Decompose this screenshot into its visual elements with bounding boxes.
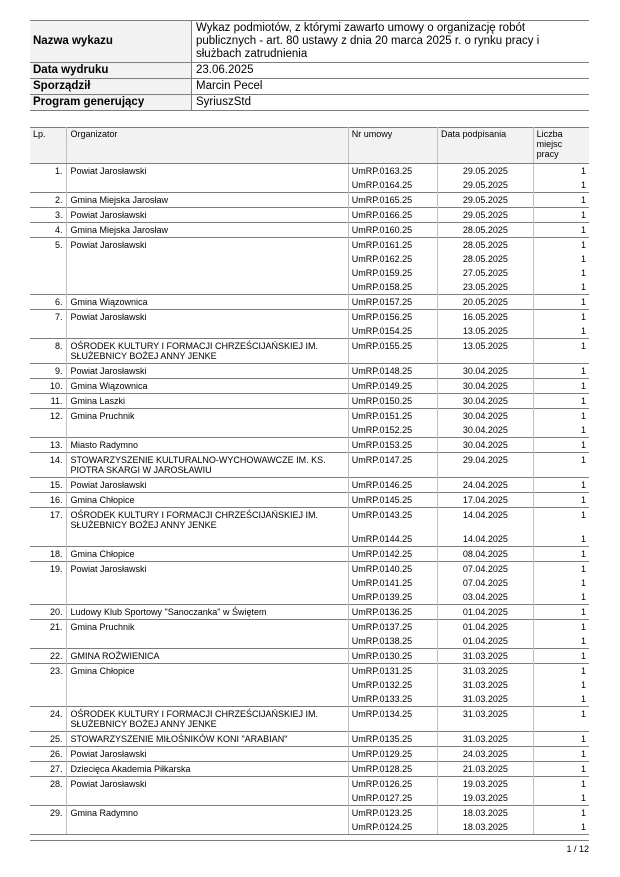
row-organizer: Powiat Jarosławski <box>67 364 348 379</box>
row-sign-date: 28.05.2025 <box>438 252 534 266</box>
column-header-sign-date: Data podpisania <box>438 128 534 164</box>
row-contract-number: UmRP.0136.25 <box>348 605 437 620</box>
table-row <box>30 547 589 562</box>
row-lp <box>30 532 67 547</box>
header-key: Data wydruku <box>30 63 192 79</box>
column-header-organizer: Organizator <box>67 128 348 164</box>
row-contract-number: UmRP.0147.25 <box>348 453 437 478</box>
row-organizer <box>67 820 348 835</box>
row-organizer: OŚRODEK KULTURY I FORMACJI CHRZEŚCIJAŃSKIEJ IM. SŁUŻEBNICY BOŻEJ ANNY JENKE <box>67 508 348 533</box>
header-key: Sporządził <box>30 79 192 95</box>
table-row <box>30 747 589 762</box>
row-organizer: Powiat Jarosławski <box>67 208 348 223</box>
row-organizer: Gmina Chłopice <box>67 493 348 508</box>
row-contract-number: UmRP.0156.25 <box>348 310 437 325</box>
row-contract-number: UmRP.0131.25 <box>348 664 437 679</box>
row-lp: 18. <box>30 547 67 562</box>
row-job-count: 1 <box>533 438 589 453</box>
table-row <box>30 453 589 478</box>
row-organizer: Ludowy Klub Sportowy "Sanoczanka" w Świętem <box>67 605 348 620</box>
table-row <box>30 605 589 620</box>
row-sign-date: 24.03.2025 <box>438 747 534 762</box>
row-lp: 22. <box>30 649 67 664</box>
row-organizer: STOWARZYSZENIE KULTURALNO-WYCHOWAWCZE IM. KS. PIOTRA SKARGI W JAROSŁAWIU <box>67 453 348 478</box>
row-sign-date: 30.04.2025 <box>438 394 534 409</box>
row-lp: 19. <box>30 562 67 577</box>
row-lp: 10. <box>30 379 67 394</box>
row-lp: 28. <box>30 777 67 792</box>
row-contract-number: UmRP.0142.25 <box>348 547 437 562</box>
row-lp: 17. <box>30 508 67 533</box>
table-row <box>30 164 589 179</box>
row-sign-date: 28.05.2025 <box>438 238 534 253</box>
row-contract-number: UmRP.0139.25 <box>348 590 437 605</box>
row-sign-date: 30.04.2025 <box>438 409 534 424</box>
row-contract-number: UmRP.0157.25 <box>348 295 437 310</box>
table-row <box>30 193 589 208</box>
row-job-count: 1 <box>533 223 589 238</box>
row-sign-date: 07.04.2025 <box>438 576 534 590</box>
row-job-count: 1 <box>580 636 586 646</box>
row-job-count: 1 <box>533 732 589 747</box>
row-organizer: Gmina Laszki <box>67 394 348 409</box>
table-row <box>30 777 589 792</box>
row-sign-date: 31.03.2025 <box>438 732 534 747</box>
row-lp: 15. <box>30 478 67 493</box>
table-header-row <box>30 128 589 164</box>
column-header-contract-number: Nr umowy <box>348 128 437 164</box>
row-job-count: 1 <box>533 453 589 478</box>
row-job-count: 1 <box>580 254 586 264</box>
row-organizer: Gmina Chłopice <box>67 664 348 679</box>
row-contract-number: UmRP.0145.25 <box>348 493 437 508</box>
row-contract-number: UmRP.0164.25 <box>348 178 437 193</box>
table-row <box>30 493 589 508</box>
row-organizer: Powiat Jarosławski <box>67 562 348 577</box>
table-row <box>30 649 589 664</box>
row-sign-date: 08.04.2025 <box>438 547 534 562</box>
row-organizer <box>67 791 348 806</box>
header-key: Program generujący <box>30 95 192 111</box>
row-sign-date: 29.05.2025 <box>438 193 534 208</box>
row-sign-date: 31.03.2025 <box>438 649 534 664</box>
row-sign-date: 03.04.2025 <box>438 590 534 605</box>
row-sign-date: 31.03.2025 <box>438 707 534 732</box>
row-lp: 5. <box>30 238 67 253</box>
row-sign-date: 30.04.2025 <box>438 364 534 379</box>
row-job-count: 1 <box>580 282 586 292</box>
row-sign-date: 18.03.2025 <box>438 820 534 835</box>
table-row <box>30 620 589 635</box>
row-job-count: 1 <box>580 578 586 588</box>
table-row <box>30 707 589 732</box>
table-row <box>30 732 589 747</box>
row-contract-number: UmRP.0165.25 <box>348 193 437 208</box>
row-lp <box>30 590 67 605</box>
row-contract-number: UmRP.0163.25 <box>348 164 437 179</box>
row-job-count: 1 <box>533 310 589 325</box>
row-sign-date: 29.05.2025 <box>438 178 534 193</box>
row-lp: 9. <box>30 364 67 379</box>
row-job-count: 1 <box>580 326 586 336</box>
row-sign-date: 01.04.2025 <box>438 620 534 635</box>
column-header-lp: Lp. <box>30 128 67 164</box>
row-organizer: Powiat Jarosławski <box>67 747 348 762</box>
row-job-count: 1 <box>533 664 589 679</box>
row-contract-number: UmRP.0130.25 <box>348 649 437 664</box>
row-contract-number: UmRP.0154.25 <box>348 324 437 339</box>
row-job-count: 1 <box>580 680 586 690</box>
table-row <box>30 252 589 266</box>
table-row <box>30 791 589 806</box>
table-row <box>30 806 589 821</box>
row-organizer: Powiat Jarosławski <box>67 310 348 325</box>
table-row <box>30 634 589 649</box>
row-sign-date: 31.03.2025 <box>438 664 534 679</box>
row-contract-number: UmRP.0155.25 <box>348 339 437 364</box>
row-lp: 6. <box>30 295 67 310</box>
header-value: Marcin Pecel <box>192 79 590 95</box>
row-job-count: 1 <box>533 493 589 508</box>
row-lp: 16. <box>30 493 67 508</box>
row-sign-date: 01.04.2025 <box>438 605 534 620</box>
row-sign-date: 29.04.2025 <box>438 453 534 478</box>
row-sign-date: 30.04.2025 <box>438 438 534 453</box>
header-row-name <box>30 21 589 63</box>
row-contract-number: UmRP.0146.25 <box>348 478 437 493</box>
row-sign-date: 21.03.2025 <box>438 762 534 777</box>
table-row <box>30 339 589 364</box>
row-sign-date: 23.05.2025 <box>438 280 534 295</box>
row-sign-date: 27.05.2025 <box>438 266 534 280</box>
table-row <box>30 562 589 577</box>
footer-divider <box>30 840 589 841</box>
row-organizer: Gmina Miejska Jarosław <box>67 193 348 208</box>
row-organizer: Powiat Jarosławski <box>67 478 348 493</box>
row-organizer <box>67 576 348 590</box>
row-organizer: Gmina Wiązownica <box>67 295 348 310</box>
row-contract-number: UmRP.0151.25 <box>348 409 437 424</box>
row-contract-number: UmRP.0126.25 <box>348 777 437 792</box>
row-job-count: 1 <box>533 409 589 424</box>
row-sign-date: 31.03.2025 <box>438 678 534 692</box>
row-organizer <box>67 266 348 280</box>
table-row <box>30 532 589 547</box>
row-lp: 26. <box>30 747 67 762</box>
row-lp <box>30 252 67 266</box>
row-contract-number: UmRP.0144.25 <box>348 532 437 547</box>
row-sign-date: 16.05.2025 <box>438 310 534 325</box>
row-organizer <box>67 532 348 547</box>
row-organizer: Gmina Miejska Jarosław <box>67 223 348 238</box>
row-contract-number: UmRP.0129.25 <box>348 747 437 762</box>
page-number: 1 / 12 <box>566 844 589 854</box>
row-job-count: 1 <box>533 364 589 379</box>
row-organizer <box>67 252 348 266</box>
row-contract-number: UmRP.0153.25 <box>348 438 437 453</box>
row-sign-date: 14.04.2025 <box>438 508 534 533</box>
row-sign-date: 29.05.2025 <box>438 208 534 223</box>
row-organizer: Miasto Radymno <box>67 438 348 453</box>
header-value: Wykaz podmiotów, z którymi zawarto umowy o organizację robót publicznych - art. 80 ustawy z dnia 20 marca 2025 r. o rynku pracy i służbach zatrudnienia <box>192 21 590 63</box>
row-job-count: 1 <box>580 268 586 278</box>
table-row <box>30 364 589 379</box>
row-contract-number: UmRP.0150.25 <box>348 394 437 409</box>
header-value: SyriuszStd <box>192 95 590 111</box>
table-row <box>30 423 589 438</box>
table-row <box>30 438 589 453</box>
row-organizer: Gmina Wiązownica <box>67 379 348 394</box>
row-sign-date: 18.03.2025 <box>438 806 534 821</box>
table-row <box>30 508 589 533</box>
table-row <box>30 820 589 835</box>
row-sign-date: 24.04.2025 <box>438 478 534 493</box>
row-contract-number: UmRP.0166.25 <box>348 208 437 223</box>
row-contract-number: UmRP.0162.25 <box>348 252 437 266</box>
row-organizer <box>67 324 348 339</box>
row-contract-number: UmRP.0127.25 <box>348 791 437 806</box>
row-job-count: 1 <box>533 379 589 394</box>
row-contract-number: UmRP.0149.25 <box>348 379 437 394</box>
table-row <box>30 478 589 493</box>
row-lp: 13. <box>30 438 67 453</box>
row-job-count: 1 <box>533 649 589 664</box>
row-sign-date: 28.05.2025 <box>438 223 534 238</box>
row-job-count: 1 <box>533 777 589 792</box>
table-row <box>30 295 589 310</box>
header-row-print-date <box>30 63 589 79</box>
row-contract-number: UmRP.0161.25 <box>348 238 437 253</box>
row-lp: 1. <box>30 164 67 179</box>
row-sign-date: 19.03.2025 <box>438 777 534 792</box>
row-organizer: STOWARZYSZENIE MIŁOŚNIKÓW KONI "ARABIAN" <box>67 732 348 747</box>
table-row <box>30 590 589 605</box>
row-contract-number: UmRP.0138.25 <box>348 634 437 649</box>
row-lp: 3. <box>30 208 67 223</box>
row-lp <box>30 692 67 707</box>
row-job-count: 1 <box>533 295 589 310</box>
row-contract-number: UmRP.0123.25 <box>348 806 437 821</box>
row-job-count: 1 <box>533 193 589 208</box>
row-lp: 23. <box>30 664 67 679</box>
row-lp <box>30 280 67 295</box>
row-job-count: 1 <box>580 793 586 803</box>
row-job-count: 1 <box>533 547 589 562</box>
table-row <box>30 576 589 590</box>
row-lp: 29. <box>30 806 67 821</box>
table-row <box>30 678 589 692</box>
row-contract-number: UmRP.0132.25 <box>348 678 437 692</box>
row-lp: 7. <box>30 310 67 325</box>
row-sign-date: 13.05.2025 <box>438 339 534 364</box>
table-row <box>30 692 589 707</box>
row-sign-date: 19.03.2025 <box>438 791 534 806</box>
row-sign-date: 14.04.2025 <box>438 532 534 547</box>
row-job-count: 1 <box>533 478 589 493</box>
row-job-count: 1 <box>580 425 586 435</box>
row-contract-number: UmRP.0158.25 <box>348 280 437 295</box>
row-job-count: 1 <box>533 394 589 409</box>
row-job-count: 1 <box>533 620 589 635</box>
table-row <box>30 379 589 394</box>
row-organizer <box>67 423 348 438</box>
row-sign-date: 13.05.2025 <box>438 324 534 339</box>
row-sign-date: 29.05.2025 <box>438 164 534 179</box>
row-job-count: 1 <box>533 707 589 732</box>
header-key: Nazwa wykazu <box>30 21 192 63</box>
row-job-count: 1 <box>533 164 589 179</box>
row-job-count: 1 <box>580 534 586 544</box>
row-job-count: 1 <box>533 762 589 777</box>
row-job-count: 1 <box>533 238 589 253</box>
row-lp <box>30 634 67 649</box>
row-organizer: GMINA ROŹWIENICA <box>67 649 348 664</box>
row-job-count: 1 <box>533 605 589 620</box>
row-lp <box>30 576 67 590</box>
row-sign-date: 30.04.2025 <box>438 423 534 438</box>
row-sign-date: 31.03.2025 <box>438 692 534 707</box>
row-lp: 12. <box>30 409 67 424</box>
row-sign-date: 30.04.2025 <box>438 379 534 394</box>
row-lp: 24. <box>30 707 67 732</box>
row-lp <box>30 266 67 280</box>
row-lp <box>30 791 67 806</box>
row-lp: 21. <box>30 620 67 635</box>
row-job-count: 1 <box>533 508 589 533</box>
row-sign-date: 20.05.2025 <box>438 295 534 310</box>
row-organizer <box>67 178 348 193</box>
row-organizer <box>67 634 348 649</box>
row-lp: 27. <box>30 762 67 777</box>
row-organizer: Gmina Chłopice <box>67 547 348 562</box>
row-lp <box>30 324 67 339</box>
row-job-count: 1 <box>580 180 586 190</box>
table-row <box>30 280 589 295</box>
row-job-count: 1 <box>533 820 589 835</box>
row-lp: 25. <box>30 732 67 747</box>
row-organizer: Powiat Jarosławski <box>67 777 348 792</box>
table-row <box>30 238 589 253</box>
row-sign-date: 07.04.2025 <box>438 562 534 577</box>
row-organizer <box>67 280 348 295</box>
row-organizer <box>67 678 348 692</box>
row-contract-number: UmRP.0159.25 <box>348 266 437 280</box>
row-contract-number: UmRP.0133.25 <box>348 692 437 707</box>
row-lp: 14. <box>30 453 67 478</box>
row-contract-number: UmRP.0128.25 <box>348 762 437 777</box>
table-row <box>30 266 589 280</box>
row-contract-number: UmRP.0124.25 <box>348 820 437 835</box>
row-organizer: OŚRODEK KULTURY I FORMACJI CHRZEŚCIJAŃSKIEJ IM. SŁUŻEBNICY BOŻEJ ANNY JENKE <box>67 339 348 364</box>
row-contract-number: UmRP.0152.25 <box>348 423 437 438</box>
table-row <box>30 178 589 193</box>
row-organizer <box>67 590 348 605</box>
row-organizer <box>67 692 348 707</box>
row-contract-number: UmRP.0137.25 <box>348 620 437 635</box>
row-job-count: 1 <box>580 592 586 602</box>
header-value: 23.06.2025 <box>192 63 590 79</box>
row-lp: 11. <box>30 394 67 409</box>
row-organizer: Dziecięca Akademia Piłkarska <box>67 762 348 777</box>
table-row <box>30 409 589 424</box>
row-lp: 20. <box>30 605 67 620</box>
row-sign-date: 17.04.2025 <box>438 493 534 508</box>
table-row <box>30 208 589 223</box>
row-lp: 4. <box>30 223 67 238</box>
table-body <box>30 164 589 835</box>
contracts-table <box>30 127 589 835</box>
row-job-count: 1 <box>533 806 589 821</box>
row-contract-number: UmRP.0134.25 <box>348 707 437 732</box>
row-lp <box>30 178 67 193</box>
row-job-count: 1 <box>533 339 589 364</box>
row-contract-number: UmRP.0160.25 <box>348 223 437 238</box>
row-job-count: 1 <box>533 747 589 762</box>
header-row-program <box>30 95 589 111</box>
row-organizer: Gmina Radymno <box>67 806 348 821</box>
row-organizer: Gmina Pruchnik <box>67 620 348 635</box>
row-organizer: Gmina Pruchnik <box>67 409 348 424</box>
row-lp <box>30 678 67 692</box>
table-row <box>30 664 589 679</box>
row-lp <box>30 423 67 438</box>
row-organizer: Powiat Jarosławski <box>67 164 348 179</box>
column-header-job-count: Liczba miejsc pracy <box>533 128 589 164</box>
row-contract-number: UmRP.0135.25 <box>348 732 437 747</box>
row-job-count: 1 <box>533 562 589 577</box>
row-contract-number: UmRP.0140.25 <box>348 562 437 577</box>
row-contract-number: UmRP.0143.25 <box>348 508 437 533</box>
row-job-count: 1 <box>533 208 589 223</box>
row-lp: 8. <box>30 339 67 364</box>
header-row-author <box>30 79 589 95</box>
table-row <box>30 394 589 409</box>
table-row <box>30 310 589 325</box>
row-organizer: OŚRODEK KULTURY I FORMACJI CHRZEŚCIJAŃSKIEJ IM. SŁUŻEBNICY BOŻEJ ANNY JENKE <box>67 707 348 732</box>
table-row <box>30 762 589 777</box>
table-row <box>30 324 589 339</box>
row-contract-number: UmRP.0148.25 <box>348 364 437 379</box>
row-lp <box>30 820 67 835</box>
row-job-count: 1 <box>580 694 586 704</box>
report-header <box>30 20 589 111</box>
row-lp: 2. <box>30 193 67 208</box>
row-organizer: Powiat Jarosławski <box>67 238 348 253</box>
row-contract-number: UmRP.0141.25 <box>348 576 437 590</box>
table-row <box>30 223 589 238</box>
row-sign-date: 01.04.2025 <box>438 634 534 649</box>
